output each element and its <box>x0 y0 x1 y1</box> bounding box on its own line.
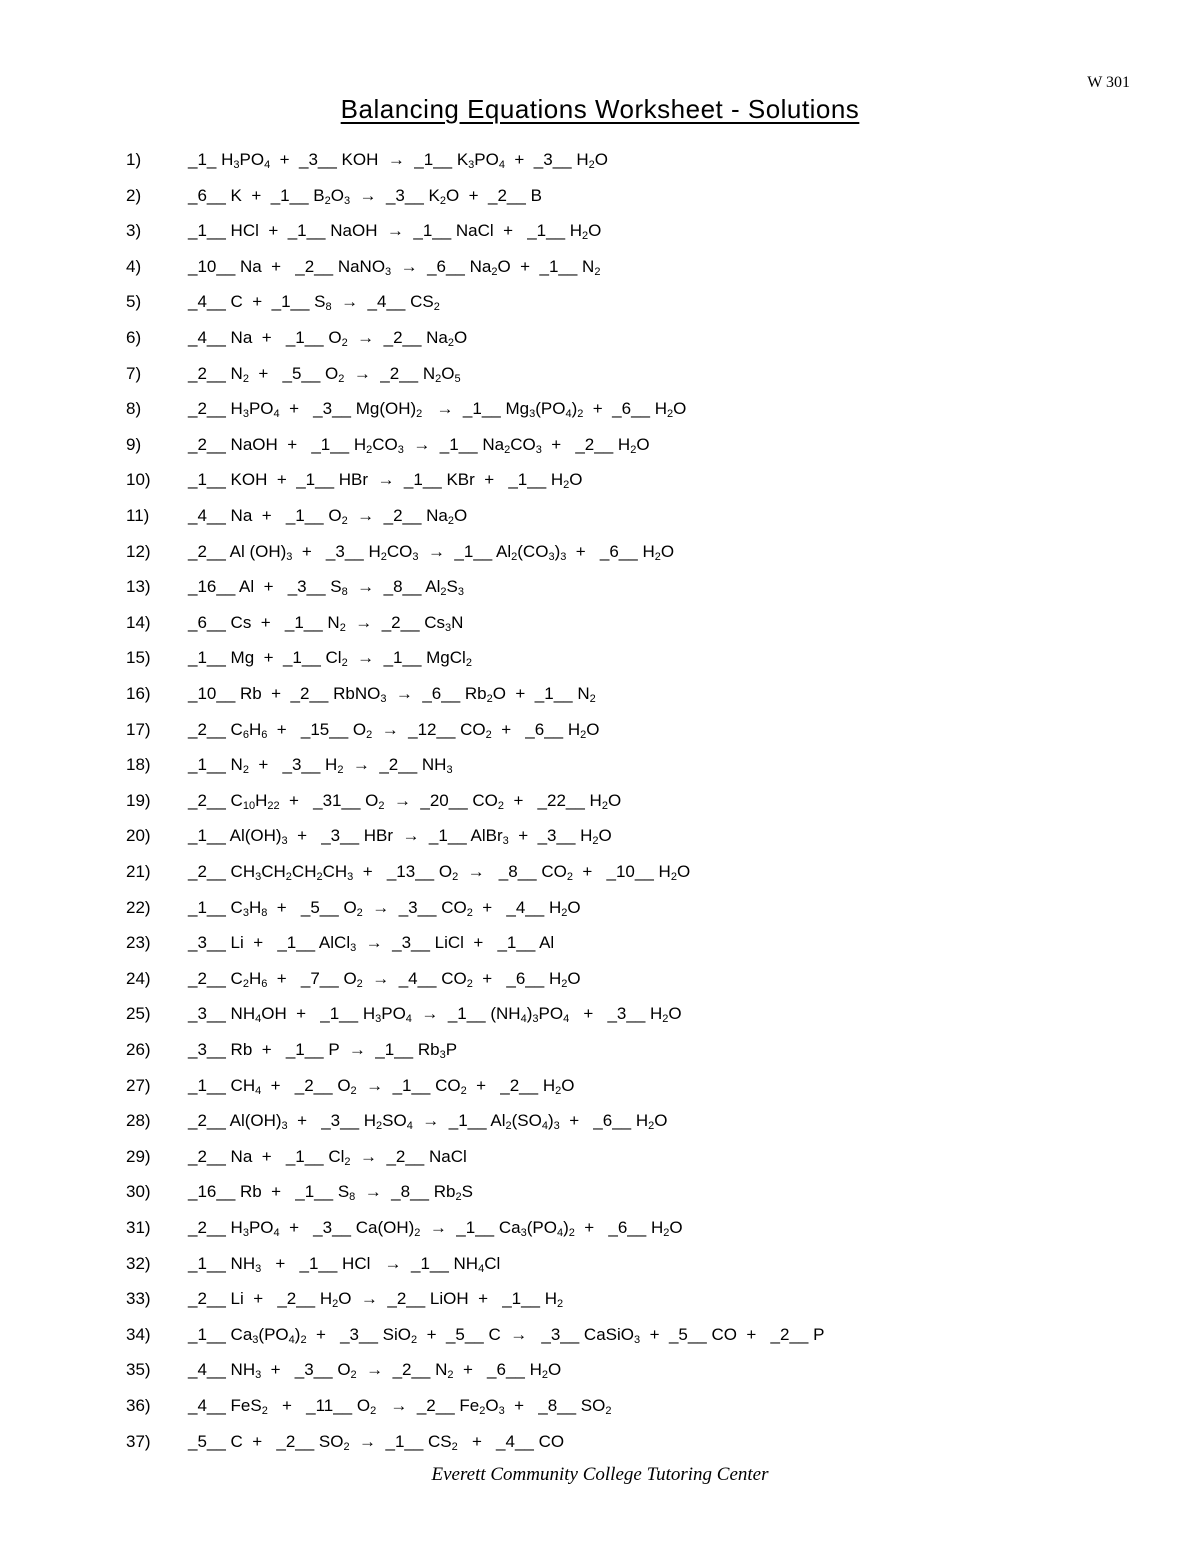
equation-row <box>0 1281 1200 1316</box>
equation-number: 36) <box>126 1396 151 1415</box>
equation-number: 30) <box>126 1182 151 1202</box>
equation-text: _4__ $NH_3$ + _3__ $O_2$ → _2__ $N_2$ + _6__ $H_2O$ <box>188 1360 562 1382</box>
equation-row <box>0 569 1200 604</box>
equation-text: _3__ Rb + _1__ P → _1__ $Rb_3P$ <box>188 1040 458 1061</box>
equation-number: 3) <box>126 221 142 241</box>
equation-text: _6__ Cs + _1__ $N_2$ → _2__ $Cs_3N$ <box>188 612 464 634</box>
equation-number: 6) <box>126 328 142 347</box>
equation-text: _1__ HCl + _1__ NaOH → _1__ NaCl + _1__ $H_2O$ <box>188 221 602 243</box>
equation-number: 34) <box>126 1324 151 1344</box>
equation-row <box>0 320 1200 355</box>
equation-row <box>0 356 1200 391</box>
equation-number: 1) <box>126 150 142 169</box>
equation-text: _2__ $Al(OH)_3$ + _3__ $H_2SO_4$ → _1__ $Al_2(SO_4)_3$ + _6__ $H_2O$ <box>188 1111 668 1133</box>
equation-row <box>0 818 1200 853</box>
equation-text: _16__ Rb + _1__ $S_8$ → _8__ $Rb_2S$ <box>188 1182 473 1204</box>
equation-text: _1__ $Ca_3(PO_4)_2$ + _3__ SiO$_2$ + _5__ C → _3__ CaSiO$_3$ + _5__ CO + _2__ P <box>188 1324 825 1346</box>
equation-number: 11) <box>126 506 150 525</box>
equation-number: 10) <box>126 470 151 490</box>
equation-row <box>0 1103 1200 1138</box>
equation-row <box>0 142 1200 177</box>
equation-text: _10__ Na + _2__ NaNO$_3$ → _6__ $Na_2O$ + _1__ $N_2$ <box>188 256 601 278</box>
equation-number: 18) <box>126 755 151 775</box>
equation-text: _1__ $N_2$ + _3__ $H_2$ → _2__ $NH_3$ <box>188 755 453 777</box>
equation-text: _16__ Al + _3__ $S_8$ → _8__ $Al_2S_3$ <box>188 577 464 599</box>
equation-row <box>0 747 1200 782</box>
equation-text: _2__ $H_3PO_4$ + _3__ $Mg(OH)_2$ → _1__ $Mg_3(PO_4)_2$ + _6__ $H_2O$ <box>188 399 687 421</box>
equation-row <box>0 712 1200 747</box>
equation-row <box>0 1352 1200 1387</box>
equation-number: 13) <box>126 577 151 597</box>
equation-row <box>0 1424 1200 1459</box>
equation-number: 8) <box>126 399 142 419</box>
equation-row <box>0 427 1200 462</box>
equation-text: _4__ C + _1__ $S_8$ → _4__ $CS_2$ <box>188 292 440 314</box>
equation-number: 19) <box>126 790 151 810</box>
equation-number: 25) <box>126 1004 151 1024</box>
equation-number: 5) <box>126 292 142 312</box>
equation-text: _1__ KOH + _1__ HBr → _1__ KBr + _1__ $H_2O$ <box>188 470 583 492</box>
page-title: Balancing Equations Worksheet - Solutions <box>340 94 860 124</box>
equation-number: 31) <box>126 1218 151 1237</box>
equation-text: _4__ Na + _1__ $O_2$ → _2__ $Na_2O$ <box>188 328 468 349</box>
equation-row <box>0 783 1200 818</box>
equation-row <box>0 1139 1200 1174</box>
equation-text: _2__ NaOH + _1__ $H_2CO_3$ → _1__ $Na_2CO_3$ + _2__ $H_2O$ <box>188 434 650 456</box>
equation-number: 4) <box>126 256 142 276</box>
equation-number: 12) <box>126 541 151 561</box>
equation-text: _10__ Rb + _2__ RbNO$_3$ → _6__ $Rb_2O$ + _1__ $N_2$ <box>188 684 596 705</box>
equation-row <box>0 890 1200 925</box>
equation-row <box>0 1068 1200 1103</box>
equation-text: _3__ Li + _1__ AlCl$_3$ → _3__ LiCl + _1__ Al <box>188 933 555 955</box>
equation-row <box>0 498 1200 533</box>
equation-text: _1__ $C_3H_8$ + _5__ $O_2$ → _3__ $CO_2$ + _4__ $H_2O$ <box>188 897 581 919</box>
equation-row <box>0 1246 1200 1281</box>
equation-row <box>0 854 1200 889</box>
equation-row <box>0 1032 1200 1067</box>
equation-number: 27) <box>126 1075 151 1095</box>
equation-row <box>0 1210 1200 1245</box>
equation-number: 33) <box>126 1289 151 1309</box>
equation-text: _2__ Al $(OH)_3$ + _3__ $H_2CO_3$ → _1__ $Al_2(CO_3)_3$ + _6__ $H_2O$ <box>188 541 675 563</box>
equation-row <box>0 213 1200 248</box>
equation-number: 9) <box>126 434 142 454</box>
equation-row <box>0 462 1200 497</box>
equation-number: 35) <box>126 1360 151 1380</box>
equation-row <box>0 284 1200 319</box>
equation-number: 21) <box>126 862 151 881</box>
equation-row <box>0 391 1200 426</box>
equation-number: 23) <box>126 933 151 953</box>
equation-number: 28) <box>126 1111 151 1131</box>
page-code: W 301 <box>1087 74 1130 91</box>
equation-number: 17) <box>126 719 151 739</box>
equation-text: _1__ $NH_3$ + _1__ HCl → _1__ $NH_4Cl$ <box>188 1253 501 1275</box>
equation-number: 16) <box>126 684 151 703</box>
equation-text: _2__ $C_2H_6$ + _7__ $O_2$ → _4__ $CO_2$ + _6__ $H_2O$ <box>188 968 581 990</box>
equation-number: 20) <box>126 826 151 846</box>
equation-number: 32) <box>126 1253 151 1273</box>
equation-text: _2__ $N_2$ + _5__ $O_2$ → _2__ $N_2O_5$ <box>188 363 461 385</box>
equation-text: _3__ $NH_4OH$ + _1__ $H_3PO_4$ → _1__ $(NH_4)_3PO_4$ + _3__ $H_2O$ <box>188 1004 682 1026</box>
equation-text: _1__ $Al(OH)_3$ + _3__ HBr → _1__ AlBr$_3$ + _3__ $H_2O$ <box>188 826 612 848</box>
equation-number: 2) <box>126 185 142 205</box>
equation-row <box>0 249 1200 284</box>
equation-row <box>0 640 1200 675</box>
equation-row <box>0 1317 1200 1352</box>
equation-number: 14) <box>126 612 151 632</box>
equation-number: 37) <box>126 1431 151 1451</box>
equation-text: _1__ Mg + _1__ $Cl_2$ → _1__ MgCl$_2$ <box>188 648 472 670</box>
equation-text: _2__ $H_3PO_4$ + _3__ $Ca(OH)_2$ → _1__ $Ca_3(PO_4)_2$ + _6__ $H_2O$ <box>188 1218 683 1239</box>
equation-row <box>0 178 1200 213</box>
equation-row <box>0 1388 1200 1423</box>
equation-number: 22) <box>126 897 151 917</box>
equation-number: 15) <box>126 648 151 668</box>
footer-text: Everett Community College Tutoring Center <box>431 1464 769 1485</box>
equation-row <box>0 996 1200 1031</box>
equation-text: _1_ $H_3PO_4$ + _3__ KOH → _1__ $K_3PO_4$ + _3__ $H_2O$ <box>188 150 608 171</box>
equation-text: _4__ Na + _1__ $O_2$ → _2__ $Na_2O$ <box>188 506 468 527</box>
equation-row <box>0 605 1200 640</box>
equation-text: _2__ $C_6H_6$ + _15__ $O_2$ → _12__ $CO_2$ + _6__ $H_2O$ <box>188 719 600 741</box>
equation-text: _2__ Na + _1__ $Cl_2$ → _2__ NaCl <box>188 1146 467 1168</box>
equation-number: 24) <box>126 968 151 988</box>
equation-number: 26) <box>126 1040 151 1059</box>
equation-row <box>0 676 1200 711</box>
equation-row <box>0 925 1200 960</box>
equation-row <box>0 961 1200 996</box>
equation-text: _1__ $CH_4$ + _2__ $O_2$ → _1__ $CO_2$ + _2__ $H_2O$ <box>188 1075 575 1097</box>
equation-text: _6__ K + _1__ $B_2O_3$ → _3__ $K_2O$ + _2__ B <box>188 185 542 207</box>
equation-row <box>0 534 1200 569</box>
equation-text: _2__ $C_{10}H_{22}$ + _31__ $O_2$ → _20__ $CO_2$ + _22__ $H_2O$ <box>188 790 622 812</box>
equation-text: _2__ Li + _2__ $H_2O$ → _2__ LiOH + _1__ $H_2$ <box>188 1289 564 1311</box>
equation-text: _5__ C + _2__ $SO_2$ → _1__ $CS_2$ + _4__ CO <box>188 1431 565 1453</box>
equation-text: _4__ FeS$_2$ + _11__ $O_2$ → _2__ $Fe_2O_3$ + _8__ $SO_2$ <box>188 1396 612 1417</box>
equation-row <box>0 1174 1200 1209</box>
equation-number: 7) <box>126 363 142 383</box>
equation-text: _2__ $CH_3CH_2CH_2CH_3$ + _13__ $O_2$ → _8__ $CO_2$ + _10__ $H_2O$ <box>188 862 691 883</box>
equation-number: 29) <box>126 1146 151 1166</box>
